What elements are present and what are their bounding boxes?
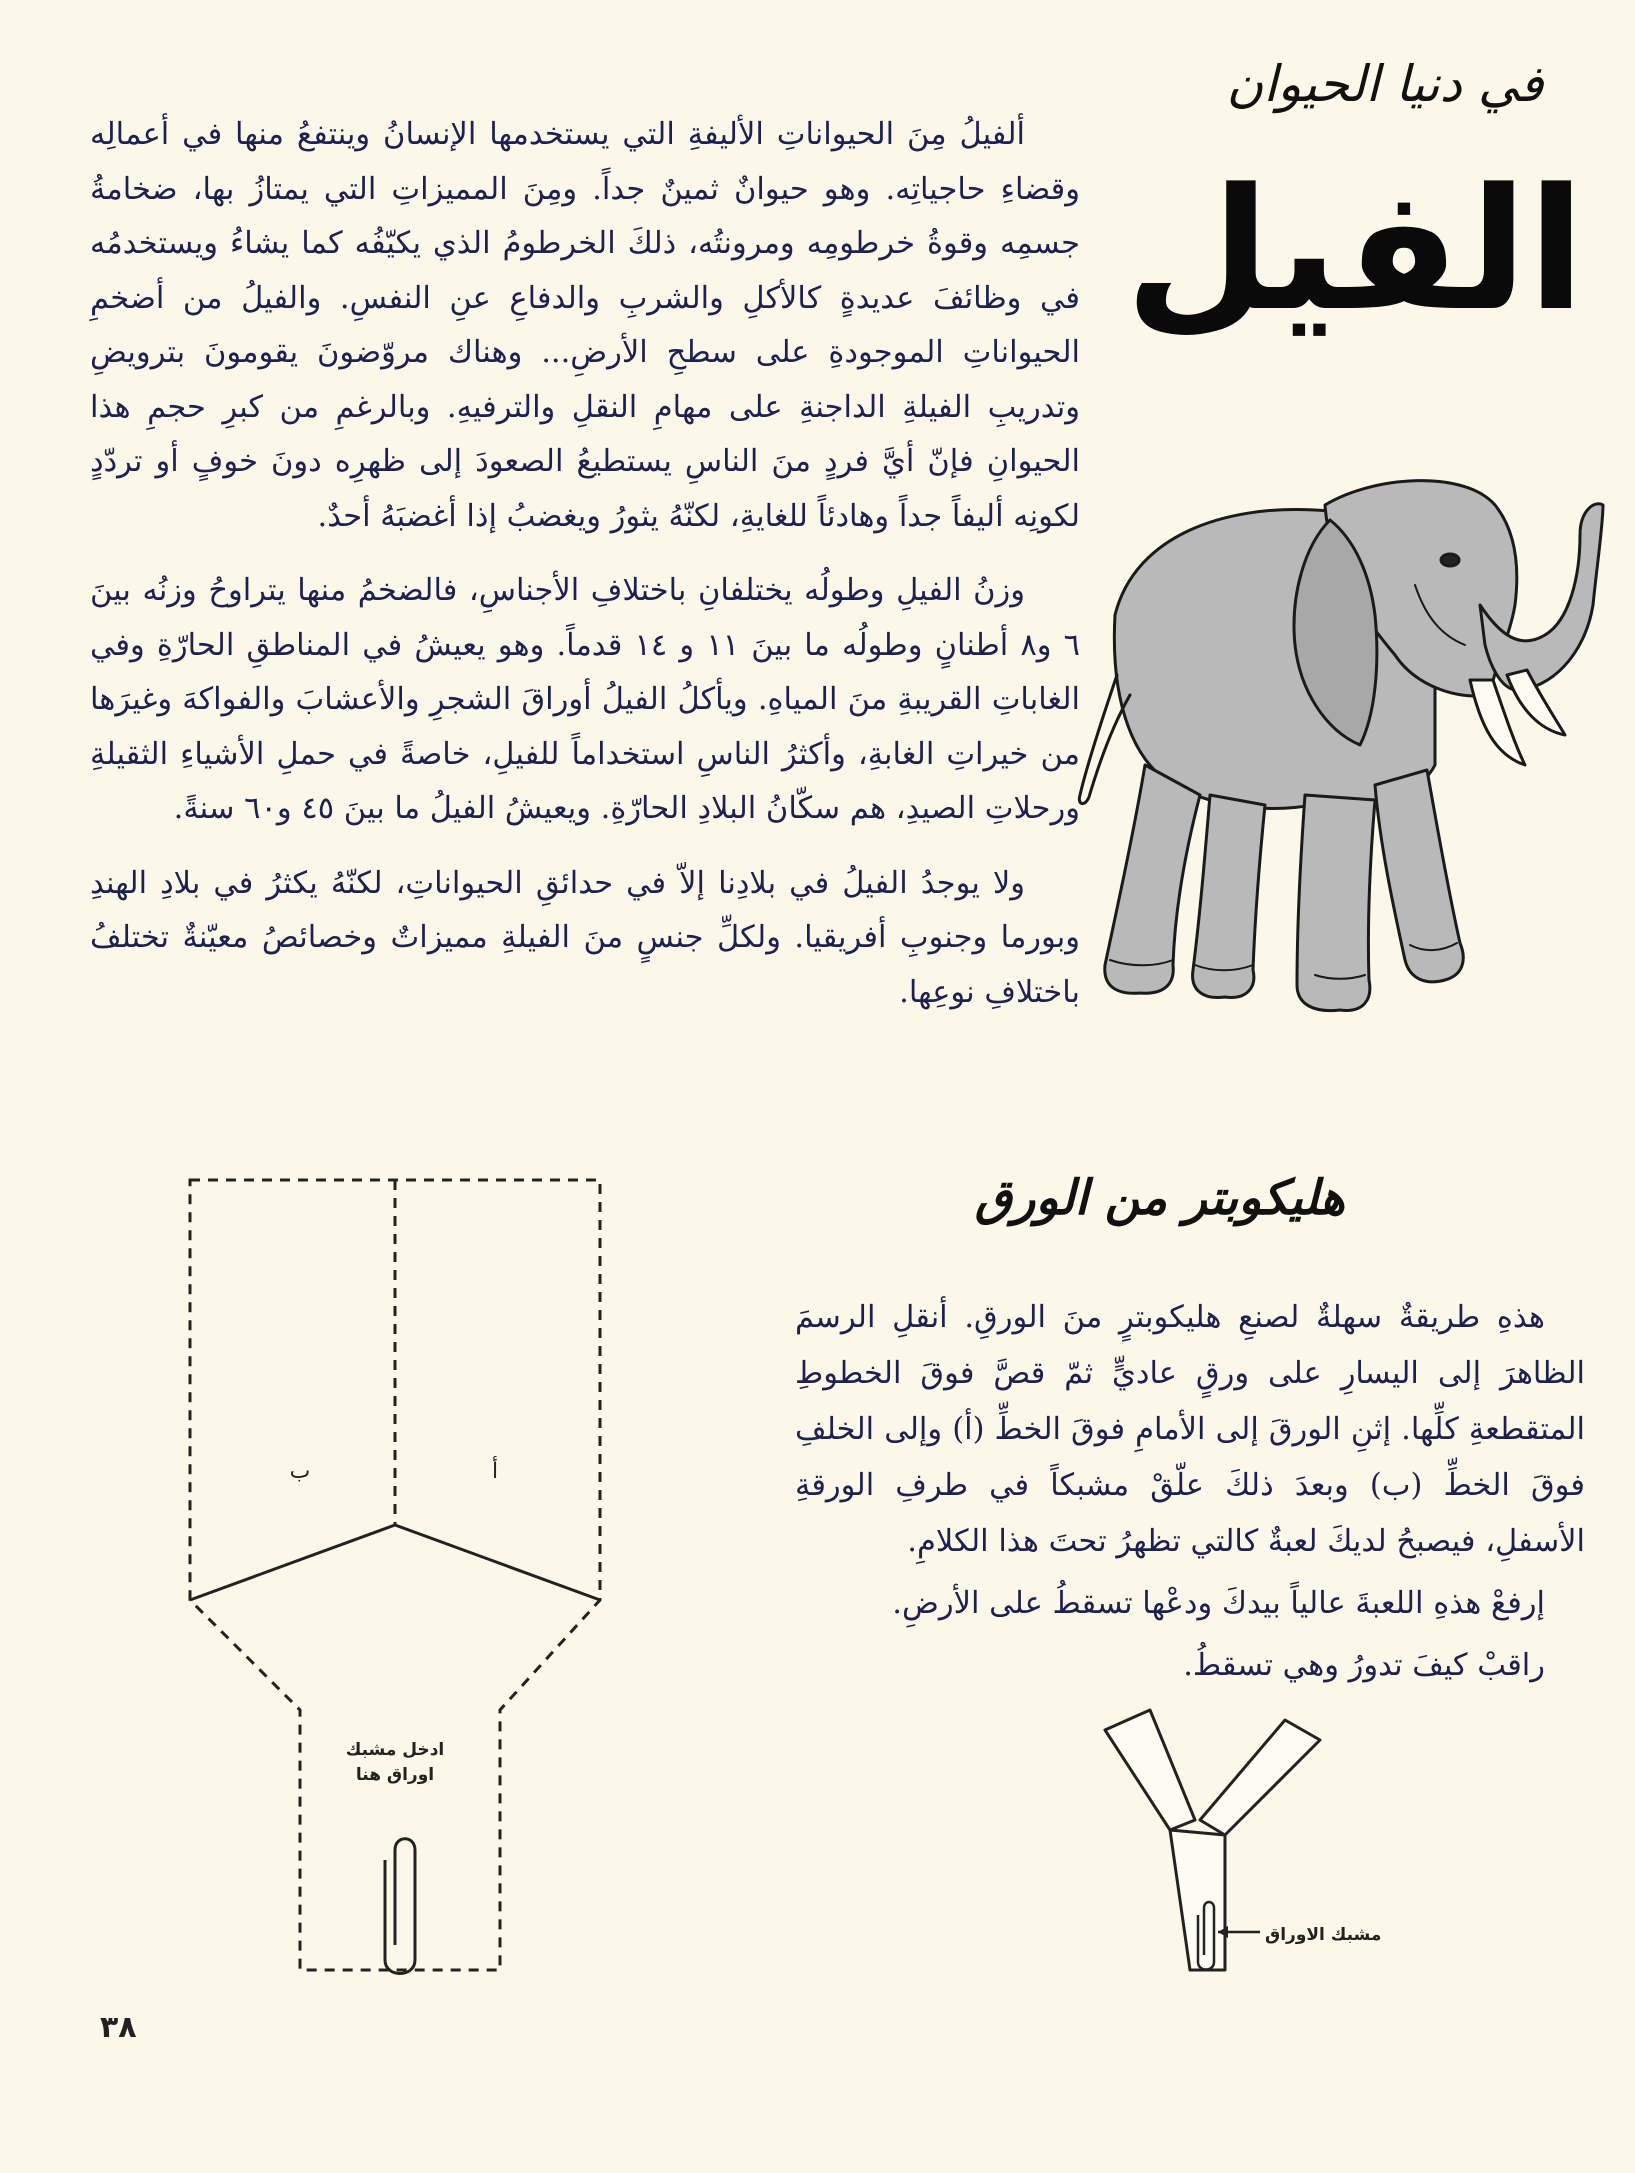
craft-paragraph: هذهِ طريقةٌ سهلةٌ لصنعِ هليكوبترٍ منَ الورقِ. أنقلِ الرسمَ الظاهرَ إلى اليسارِ على ورقٍ عاديٍّ ثمّ قصَّ فوقَ الخطوطِ المتقطعةِ كلِّها. إثنِ الورقَ إلى الأمامِ فوقَ الخطِّ (أ) وإلى الخلفِ فوقَ الخطِّ (ب) وبعدَ ذلكَ علّقْ مشبكاً في طرفِ الورقةِ الأسفلِ، فيصبحُ لديكَ لعبةٌ كالتي تظهرُ تحتَ هذا الكلامِ. (795, 1300, 1585, 1559)
craft-instructions (795, 1290, 1585, 1700)
helicopter-model-illustration (1090, 1700, 1390, 2000)
article-paragraph: ولا يوجدُ الفيلُ في بلادِنا إلاّ في حدائقِ الحيواناتِ، لكنّهُ يكثرُ في بلادِ الهندِ وبورما وجنوبِ أفريقيا. ولكلِّ جنسٍ منَ الفيلةِ مميزاتٌ وخصائصُ معيّنةٌ تختلفُ باختلافِ نوعِها. (90, 865, 1080, 1010)
helicopter-cut-pattern (180, 1170, 620, 1990)
elephant-article (90, 108, 1080, 1040)
article-paragraph: ألفيلُ مِنَ الحيواناتِ الأليفةِ التي يستخدمها الإنسانُ وينتفعُ منها في أعمالِه وقضاءِ حاجياتِه. وهو حيوانٌ ثمينٌ جداً. ومِنَ المميزاتِ التي يمتازُ بها، ضخامةُ جسمِه وقوةُ خرطومِه ومرونتُه، ذلكَ الخرطومُ الذي يكيّفُه كما يشاءُ ويستخدمُه في وظائفَ عديدةٍ كالأكلِ والشربِ والدفاعِ عنِ النفسِ. والفيلُ من أضخمِ الحيواناتِ الموجودةِ على سطحِ الأرضِ... وهناك مروّضونَ يقومونَ بترويضِ وتدريبِ الفيلةِ الداجنةِ على مهامِ النقلِ والترفيهِ. وبالرغمِ من كبرِ حجمِ هذا الحيوانِ فإنّ أيَّ فردٍ منَ الناسِ يستطيعُ الصعودَ إلى ظهرِه دونَ خوفٍ أو تردّدٍ لكونِه أليفاً جداً وهادئاً للغايةِ، لكنّهُ يثورُ ويغضبُ إذا أغضبَهُ أحدٌ. (90, 117, 1080, 534)
clip-note-line-1: ادخل مشبك (345, 1740, 445, 1760)
craft-paragraph: إرفعْ هذهِ اللعبةَ عالياً بيدكَ ودعْها تسقطُ على الأرضِ. (892, 1586, 1545, 1621)
craft-paragraph: راقبْ كيفَ تدورُ وهي تسقطُ. (1183, 1648, 1545, 1683)
clip-note-line-2: اوراق هنا (355, 1765, 435, 1785)
section-kicker: في دنيا الحيوان (1226, 55, 1544, 113)
page-title: الفيل (1124, 152, 1586, 348)
elephant-illustration (1075, 465, 1605, 1020)
clip-label: مشبك الاوراق (1265, 1925, 1382, 1945)
fold-label-a: أ (491, 1459, 499, 1484)
paper-clip-icon (385, 1839, 415, 1974)
page-number: ٣٨ (100, 2010, 137, 2045)
craft-title: هليكوبتر من الورق (974, 1170, 1346, 1226)
fold-label-b: ب (289, 1459, 311, 1484)
article-paragraph: وزنُ الفيلِ وطولُه يختلفانِ باختلافِ الأجناسِ، فالضخمُ منها يتراوحُ وزنُه بينَ ٦ و٨ أطنانٍ وطولُه ما بينَ ١١ و ١٤ قدماً. وهو يعيشُ في المناطقِ الحارّةِ وفي الغاباتِ القريبةِ منَ المياهِ. ويأكلُ الفيلُ أوراقَ الشجرِ والأعشابَ والفواكهَ وغيرَها من خيراتِ الغابةِ، وأكثرُ الناسِ استخداماً للفيلِ، خاصةً في حملِ الأشياءِ الثقيلةِ ورحلاتِ الصيدِ، هم سكّانُ البلادِ الحارّةِ. ويعيشُ الفيلُ ما بينَ ٤٥ و٦٠ سنةً. (90, 573, 1081, 826)
